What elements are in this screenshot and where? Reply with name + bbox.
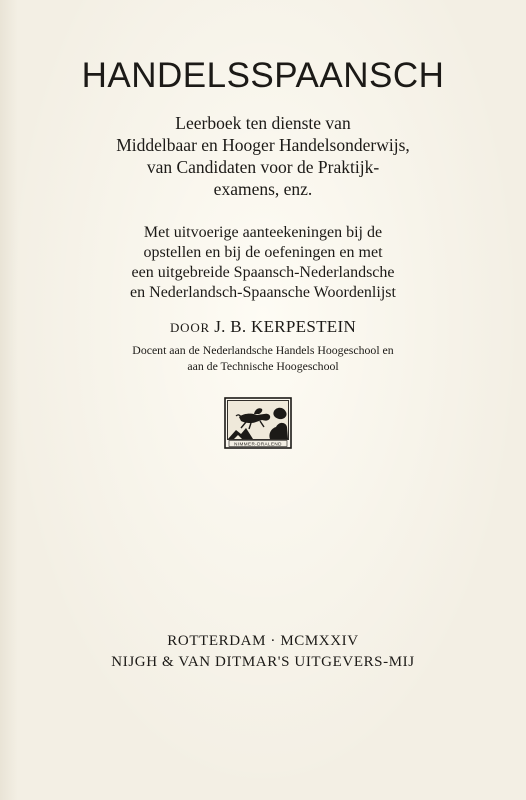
- note-line: Met uitvoerige aanteekeningen bij de: [143, 224, 383, 241]
- book-title: HANDELSSPAANSCH: [81, 56, 445, 95]
- author-affiliation: [0, 342, 526, 374]
- note-line: opstellen en bij de oefeningen en met: [143, 244, 383, 261]
- publisher-emblem-icon: [224, 397, 292, 449]
- subtitle-line: Middelbaar en Hooger Handelsonderwijs,: [116, 135, 410, 155]
- subtitle: [0, 112, 526, 200]
- emblem-motto: NIMMER-DRALEND: [234, 441, 282, 447]
- contents-note: [0, 223, 526, 303]
- imprint-place-year: ROTTERDAM · MCMXXIV: [167, 633, 359, 649]
- author-prefix: DOOR: [169, 320, 211, 335]
- subtitle-line: examens, enz.: [213, 179, 313, 199]
- author-name: J. B. KERPESTEIN: [214, 317, 357, 336]
- subtitle-line: van Candidaten voor de Praktijk-: [146, 157, 380, 177]
- note-line: een uitgebreide Spaansch-Nederlandsche: [131, 264, 395, 281]
- imprint: [0, 631, 526, 673]
- affiliation-line: aan de Technische Hoogeschool: [187, 359, 339, 373]
- note-line: en Nederlandsch-Spaansche Woordenlijst: [130, 284, 396, 301]
- imprint-publisher: NIJGH & VAN DITMAR'S UITGEVERS-MIJ: [111, 654, 415, 670]
- subtitle-line: Leerboek ten dienste van: [175, 113, 351, 133]
- affiliation-line: Docent aan de Nederlandsche Handels Hoogeschool en: [132, 343, 394, 357]
- author-line: [0, 316, 526, 339]
